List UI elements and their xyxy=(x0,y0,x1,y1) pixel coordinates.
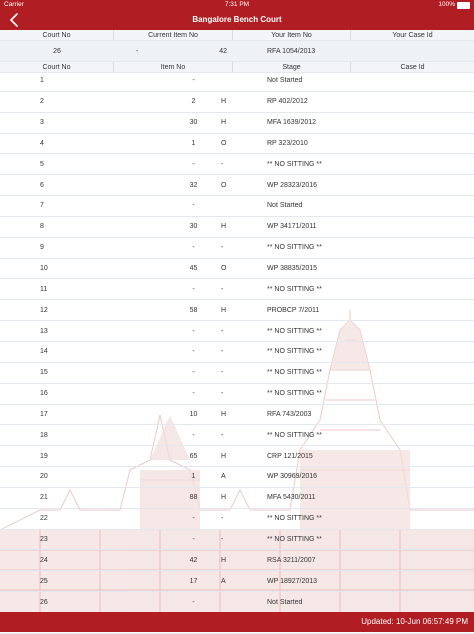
table-row[interactable] xyxy=(0,425,474,446)
row-item-no: 1 xyxy=(191,139,196,147)
row-item-no: 88 xyxy=(189,494,198,502)
table-row[interactable] xyxy=(0,113,474,134)
row-item-no: 30 xyxy=(189,119,198,127)
row-court-no: 21 xyxy=(40,494,48,502)
row-case-id: RFA 743/2003 xyxy=(267,410,312,418)
table-row[interactable] xyxy=(0,488,474,509)
footer-bar xyxy=(0,612,474,632)
row-court-no: 8 xyxy=(40,223,44,231)
row-case-id: ** NO SITTING ** xyxy=(267,369,322,377)
row-case-id: MFA 1639/2012 xyxy=(267,119,317,127)
row-stage-case xyxy=(233,77,351,84)
row-stage-case: - ** NO SITTING ** xyxy=(221,160,322,168)
table-row[interactable] xyxy=(0,196,474,217)
row-item-no: 10 xyxy=(189,410,198,418)
row-case-id: ** NO SITTING ** xyxy=(267,327,322,335)
table-row[interactable] xyxy=(0,134,474,155)
row-stage-case: H MFA 5430/2011 xyxy=(221,494,316,502)
row-court-no: 1 xyxy=(40,77,44,85)
table-row[interactable] xyxy=(0,154,474,175)
row-stage-case: - ** NO SITTING ** xyxy=(221,348,322,356)
row-stage-case: H MFA 1639/2012 xyxy=(221,119,317,127)
row-item-no: - xyxy=(192,160,195,168)
row-court-no: 18 xyxy=(40,431,48,439)
table-row[interactable] xyxy=(0,405,474,426)
row-stage-case: - ** NO SITTING ** xyxy=(221,369,322,377)
updated-timestamp: Updated: 10-Jun 06:57:49 PM xyxy=(361,617,468,626)
row-item-no: - xyxy=(192,348,195,356)
row-case-id: WP 28323/2016 xyxy=(267,181,318,189)
table-row[interactable] xyxy=(0,467,474,488)
row-case-id: ** NO SITTING ** xyxy=(267,285,322,293)
my-your-item-no: 42 xyxy=(219,47,227,55)
row-case-id: ** NO SITTING ** xyxy=(267,515,322,523)
row-stage-case: H RSA 3211/2007 xyxy=(221,556,316,564)
my-your-item-case: RFA 1054/2013 xyxy=(267,47,316,55)
table-row[interactable] xyxy=(0,446,474,467)
row-item-no: 1 xyxy=(191,473,196,481)
my-current-item-no: - xyxy=(136,47,139,55)
table-row[interactable] xyxy=(0,217,474,238)
row-stage-case: O WP 38835/2015 xyxy=(221,265,318,273)
row-item-no: 17 xyxy=(189,577,198,585)
row-stage-case: A WP 30969/2016 xyxy=(221,473,318,481)
row-stage-case: - ** NO SITTING ** xyxy=(221,535,322,543)
table-row[interactable] xyxy=(0,279,474,300)
row-stage-case: H RP 402/2012 xyxy=(221,98,308,106)
row-case-id: Not Started xyxy=(267,77,303,85)
table-row[interactable] xyxy=(0,175,474,196)
header-court-no: Court No xyxy=(0,30,114,40)
row-case-id: RP 323/2010 xyxy=(267,139,308,147)
row-case-id: WP 34171/2011 xyxy=(267,223,317,231)
row-item-no: 65 xyxy=(189,452,198,460)
row-case-id: Not Started xyxy=(267,202,303,210)
row-item-no: - xyxy=(192,327,195,335)
row-item-no: 58 xyxy=(189,306,198,314)
row-item-no: - xyxy=(192,431,195,439)
row-item-no: - xyxy=(192,77,195,85)
row-item-no: - xyxy=(192,369,195,377)
my-case-row[interactable] xyxy=(0,41,474,62)
row-stage-case: H WP 34171/2011 xyxy=(221,223,317,231)
row-case-id: MFA 5430/2011 xyxy=(267,494,316,502)
row-stage-case: - ** NO SITTING ** xyxy=(221,390,322,398)
battery-percent: 100% xyxy=(438,1,455,8)
list-header-stage: Stage xyxy=(233,62,351,72)
row-court-no: 15 xyxy=(40,369,48,377)
row-case-id: ** NO SITTING ** xyxy=(267,535,322,543)
nav-bar xyxy=(0,10,474,30)
row-court-no: 14 xyxy=(40,348,48,356)
row-item-no: - xyxy=(192,285,195,293)
header-current-item-no: Current Item No xyxy=(114,30,233,40)
carrier-label: Carrier xyxy=(4,1,24,8)
row-case-id: WP 18927/2013 xyxy=(267,577,318,585)
table-row[interactable] xyxy=(0,300,474,321)
status-time: 7:31 PM xyxy=(224,1,250,8)
header-your-case-id: Your Case Id xyxy=(392,31,433,39)
row-court-no: 2 xyxy=(40,98,44,106)
row-court-no: 23 xyxy=(40,535,48,543)
row-item-no: - xyxy=(192,535,195,543)
table-row[interactable] xyxy=(0,384,474,405)
row-stage-case xyxy=(233,599,351,606)
row-court-no: 16 xyxy=(40,390,48,398)
row-court-no: 6 xyxy=(40,181,44,189)
row-stage-case: - ** NO SITTING ** xyxy=(221,244,322,252)
row-court-no: 13 xyxy=(40,327,48,335)
row-court-no: 17 xyxy=(40,410,48,418)
row-stage-case: O RP 323/2010 xyxy=(221,139,308,147)
row-case-id: ** NO SITTING ** xyxy=(267,390,322,398)
row-court-no: 11 xyxy=(40,285,48,293)
row-stage-case: O WP 28323/2016 xyxy=(221,181,318,189)
row-stage-case: H PROBCP 7/2011 xyxy=(221,306,320,314)
row-item-no: 30 xyxy=(189,223,198,231)
row-stage-case: H CRP 121/2015 xyxy=(221,452,313,460)
table-row[interactable] xyxy=(0,509,474,530)
row-court-no: 25 xyxy=(40,577,48,585)
row-case-id: RP 402/2012 xyxy=(267,98,308,106)
row-case-id: WP 30969/2016 xyxy=(267,473,318,481)
list-header-court-no: Court No xyxy=(0,62,114,72)
row-item-no: 32 xyxy=(189,181,198,189)
page-title: Bangalore Bench Court xyxy=(192,15,282,24)
table-row[interactable] xyxy=(0,530,474,551)
list-header-case-id: Case Id xyxy=(400,63,425,71)
table-row[interactable] xyxy=(0,571,474,592)
row-stage-case: - ** NO SITTING ** xyxy=(221,431,322,439)
row-court-no: 26 xyxy=(40,598,48,606)
my-current-item xyxy=(114,48,233,55)
my-case-header-row xyxy=(0,30,474,41)
table-row[interactable] xyxy=(0,321,474,342)
row-court-no: 9 xyxy=(40,244,44,252)
row-item-no: - xyxy=(192,515,195,523)
row-court-no: 3 xyxy=(40,119,44,127)
row-item-no: 42 xyxy=(189,556,198,564)
row-court-no: 20 xyxy=(40,473,48,481)
row-item-no: - xyxy=(192,390,195,398)
table-row[interactable] xyxy=(0,363,474,384)
row-court-no: 19 xyxy=(40,452,48,460)
my-court-no: 26 xyxy=(53,47,61,55)
court-status-list[interactable] xyxy=(0,71,474,634)
row-item-no: 2 xyxy=(191,98,196,106)
table-row[interactable] xyxy=(0,342,474,363)
status-bar xyxy=(0,0,474,10)
row-stage-case xyxy=(233,202,351,209)
row-case-id: CRP 121/2015 xyxy=(267,452,313,460)
row-case-id: Not Started xyxy=(267,598,303,606)
row-item-no: - xyxy=(192,244,195,252)
row-court-no: 22 xyxy=(40,515,48,523)
table-row[interactable] xyxy=(0,238,474,259)
row-case-id: PROBCP 7/2011 xyxy=(267,306,320,314)
row-case-id: ** NO SITTING ** xyxy=(267,160,322,168)
row-stage-case: H RFA 743/2003 xyxy=(221,410,312,418)
row-stage-case: - ** NO SITTING ** xyxy=(221,327,322,335)
row-stage-case: A WP 18927/2013 xyxy=(221,577,318,585)
row-case-id: ** NO SITTING ** xyxy=(267,431,322,439)
row-item-no: 45 xyxy=(189,265,198,273)
table-row[interactable] xyxy=(0,592,474,613)
battery-indicator xyxy=(438,0,470,10)
row-item-no: - xyxy=(192,202,195,210)
row-case-id: RSA 3211/2007 xyxy=(267,556,316,564)
row-stage-case: - ** NO SITTING ** xyxy=(221,515,322,523)
my-case-table xyxy=(0,30,474,73)
row-court-no: 10 xyxy=(40,265,48,273)
table-row[interactable] xyxy=(0,92,474,113)
row-court-no: 7 xyxy=(40,202,44,210)
row-court-no: 5 xyxy=(40,160,44,168)
list-header-item-no: Item No xyxy=(114,62,233,72)
battery-icon xyxy=(457,2,470,9)
row-court-no: 24 xyxy=(40,556,48,564)
row-item-no: - xyxy=(192,598,195,606)
table-row[interactable] xyxy=(0,71,474,92)
table-row[interactable] xyxy=(0,550,474,571)
row-court-no: 4 xyxy=(40,139,44,147)
row-case-id: ** NO SITTING ** xyxy=(267,244,322,252)
row-case-id: ** NO SITTING ** xyxy=(267,348,322,356)
row-court-no: 12 xyxy=(40,306,48,314)
header-your-item-no: Your Item No xyxy=(233,30,351,40)
row-stage-case: - ** NO SITTING ** xyxy=(221,285,322,293)
table-row[interactable] xyxy=(0,259,474,280)
row-case-id: WP 38835/2015 xyxy=(267,265,318,273)
